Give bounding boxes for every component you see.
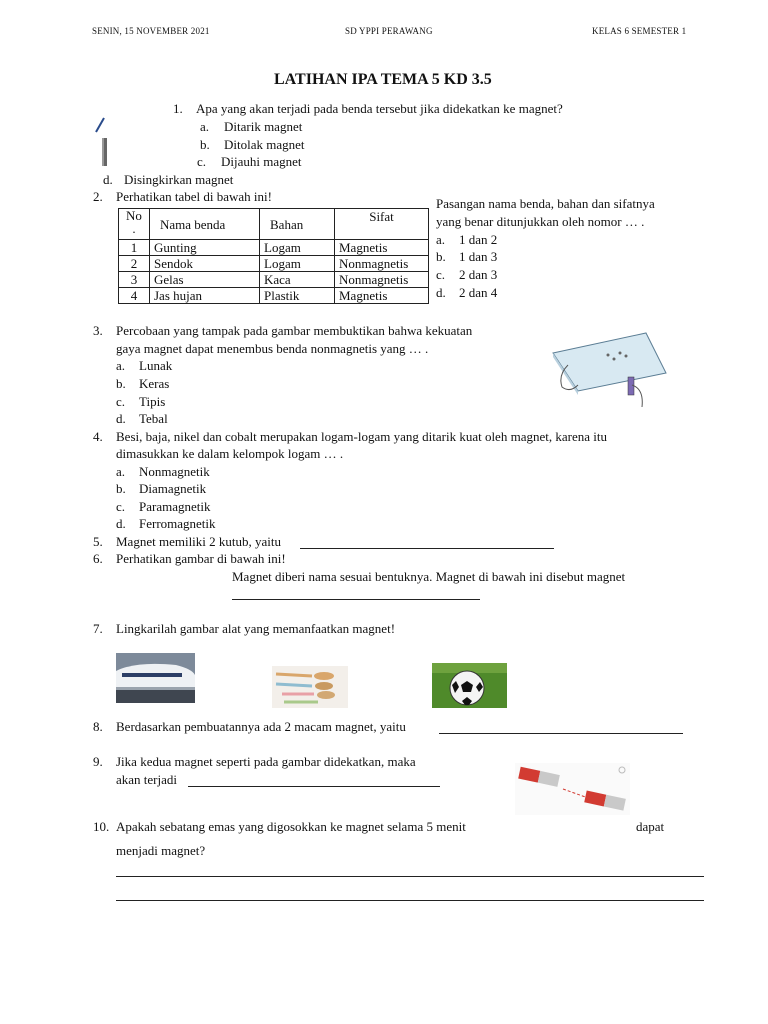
q10-answer-line-1 (116, 876, 704, 877)
table-cell: Kaca (260, 272, 335, 288)
q4-option-a-label: a. (116, 464, 126, 479)
q1-option-c-label: c. (197, 154, 207, 169)
q1-option-a: Ditarik magnet (224, 119, 303, 134)
q2-option-b-label: b. (436, 249, 446, 264)
q9-answer-line (188, 786, 440, 787)
q1-number: 1. (173, 101, 183, 116)
table-header-no: No . (119, 209, 150, 240)
table-cell: Plastik (260, 288, 335, 304)
paper-magnet-experiment-image (548, 325, 668, 410)
utensils-image (272, 666, 348, 708)
magnet-object-image (92, 112, 118, 172)
q3-option-b-label: b. (116, 376, 126, 391)
q5-text: Magnet memiliki 2 kutub, yaitu (116, 534, 282, 549)
q7-text: Lingkarilah gambar alat yang memanfaatkan magnet! (116, 621, 396, 636)
q3-option-d-label: d. (116, 411, 126, 426)
q2-question-line2: yang benar ditunjukkan oleh nomor … . (436, 214, 645, 229)
q5-number: 5. (93, 534, 103, 549)
table-cell: Gunting (150, 240, 260, 256)
q4-option-c-label: c. (116, 499, 126, 514)
q2-option-c-label: c. (436, 267, 446, 282)
q7-number: 7. (93, 621, 103, 636)
q9-line2: akan terjadi (116, 772, 177, 787)
q4-line1: Besi, baja, nikel dan cobalt merupakan logam-logam yang ditarik kuat oleh magnet, karena itu (116, 429, 607, 444)
table-cell: Sendok (150, 256, 260, 272)
q4-line2: dimasukkan ke dalam kelompok logam … . (116, 446, 344, 461)
q10-line1: Apakah sebatang emas yang digosokkan ke magnet selama 5 menit (116, 819, 466, 834)
q3-line2: gaya magnet dapat menembus benda nonmagnetis yang … . (116, 341, 429, 356)
q4-option-c: Paramagnetik (139, 499, 211, 514)
q9-number: 9. (93, 754, 103, 769)
q2-option-c: 2 dan 3 (459, 267, 498, 282)
table-cell: Nonmagnetis (335, 272, 429, 288)
q2-option-d-label: d. (436, 285, 446, 300)
q3-option-a: Lunak (139, 358, 173, 373)
bar-magnets-image (515, 763, 630, 815)
table-row (119, 272, 429, 288)
q2-option-a: 1 dan 2 (459, 232, 498, 247)
q2-option-a-label: a. (436, 232, 446, 247)
q3-option-c: Tipis (139, 394, 166, 409)
q4-option-b-label: b. (116, 481, 126, 496)
q1-text: Apa yang akan terjadi pada benda tersebut jika didekatkan ke magnet? (196, 101, 563, 116)
q1-option-b: Ditolak magnet (224, 137, 305, 152)
table-header-nama: Nama benda (150, 209, 260, 240)
q5-answer-line (300, 548, 554, 549)
table-row (119, 288, 429, 304)
table-cell: 3 (119, 272, 150, 288)
q10-line2: menjadi magnet? (116, 843, 206, 858)
q10-answer-line-2 (116, 900, 704, 901)
table-cell: 4 (119, 288, 150, 304)
table-cell: Logam (260, 256, 335, 272)
table-row (119, 240, 429, 256)
q2-question-line1: Pasangan nama benda, bahan dan sifatnya (436, 196, 655, 211)
q10-number: 10. (93, 819, 110, 834)
q1-option-b-label: b. (200, 137, 210, 152)
q2-option-d: 2 dan 4 (459, 285, 498, 300)
q6-answer-line (232, 599, 480, 600)
table-cell: Nonmagnetis (335, 256, 429, 272)
q3-option-a-label: a. (116, 358, 126, 373)
page-title: LATIHAN IPA TEMA 5 KD 3.5 (274, 71, 492, 88)
table-cell: Magnetis (335, 240, 429, 256)
q6-number: 6. (93, 551, 103, 566)
q3-number: 3. (93, 323, 103, 338)
q4-option-d-label: d. (116, 516, 126, 531)
q4-option-b: Diamagnetik (139, 481, 207, 496)
material-table (118, 208, 429, 304)
table-cell: Logam (260, 240, 335, 256)
table-header-sifat: Sifat (335, 209, 429, 240)
q3-option-b: Keras (139, 376, 170, 391)
header-school: SD YPPI PERAWANG (345, 26, 433, 36)
table-header-bahan: Bahan (260, 209, 335, 240)
soccer-ball-image (432, 663, 507, 708)
q2-number: 2. (93, 189, 103, 204)
table-cell: Jas hujan (150, 288, 260, 304)
q2-option-b: 1 dan 3 (459, 249, 498, 264)
q1-option-c: Dijauhi magnet (221, 154, 302, 169)
q1-option-a-label: a. (200, 119, 210, 134)
maglev-train-image (116, 653, 195, 703)
q3-option-c-label: c. (116, 394, 126, 409)
table-row (119, 256, 429, 272)
header-date: SENIN, 15 NOVEMBER 2021 (92, 26, 210, 36)
q6-subtext: Magnet diberi nama sesuai bentuknya. Magnet di bawah ini disebut magnet (232, 569, 626, 584)
table-cell: 2 (119, 256, 150, 272)
q8-answer-line (439, 733, 683, 734)
q4-option-a: Nonmagnetik (139, 464, 210, 479)
q8-text: Berdasarkan pembuatannya ada 2 macam magnet, yaitu (116, 719, 406, 734)
q10-line1-end: dapat (636, 819, 665, 834)
q1-option-d-label: d. (103, 172, 113, 187)
q4-number: 4. (93, 429, 103, 444)
q8-number: 8. (93, 719, 103, 734)
q3-option-d: Tebal (139, 411, 168, 426)
table-cell: Magnetis (335, 288, 429, 304)
table-cell: 1 (119, 240, 150, 256)
table-cell: Gelas (150, 272, 260, 288)
header-class: KELAS 6 SEMESTER 1 (592, 26, 687, 36)
q4-option-d: Ferromagnetik (139, 516, 216, 531)
q3-line1: Percobaan yang tampak pada gambar membuktikan bahwa kekuatan (116, 323, 473, 338)
q6-text: Perhatikan gambar di bawah ini! (116, 551, 286, 566)
q1-option-d: Disingkirkan magnet (124, 172, 234, 187)
q9-line1: Jika kedua magnet seperti pada gambar didekatkan, maka (116, 754, 416, 769)
q2-text: Perhatikan tabel di bawah ini! (116, 189, 272, 204)
